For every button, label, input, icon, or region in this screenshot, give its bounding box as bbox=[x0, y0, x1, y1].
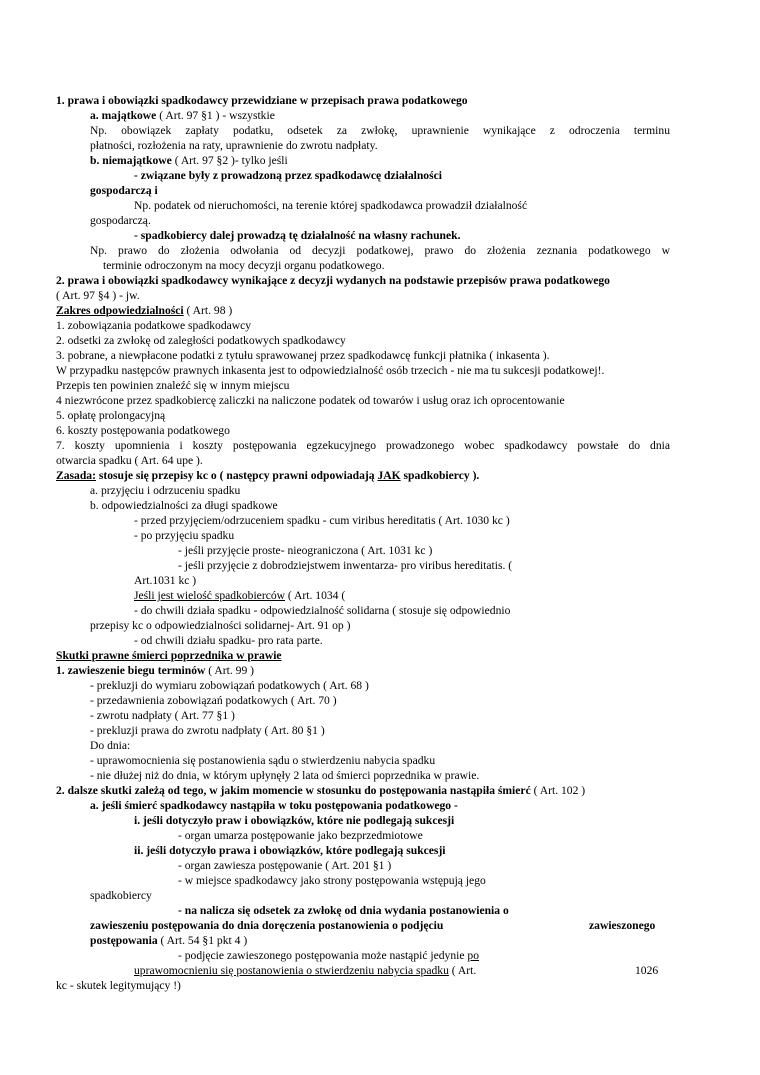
text-line: Przepis ten powinien znaleźć się w innym miejscu bbox=[56, 379, 290, 392]
subheading: a. jeśli śmierć spadkodawcy nastąpiła w toku postępowania podatkowego - bbox=[90, 799, 458, 812]
text: ( Art. 1034 ( bbox=[285, 589, 346, 602]
list-item: 6. koszty postępowania podatkowego bbox=[56, 424, 230, 437]
text-line: - od chwili działu spadku- pro rata parte. bbox=[134, 634, 323, 647]
list-item: - prekluzji do wymiaru zobowiązań podatkowych ( Art. 68 ) bbox=[90, 679, 369, 692]
text-line: - po przyjęciu spadku bbox=[134, 529, 235, 542]
list-item: 7. koszty upomnienia i koszty postępowania egzekucyjnego prowadzonego wobec spadkodawcy powstałe do dnia bbox=[56, 439, 670, 452]
emphasis: JAK bbox=[377, 469, 401, 482]
text-line: spadkobiercy bbox=[90, 889, 152, 902]
underlined-text: po bbox=[467, 949, 480, 962]
line bbox=[134, 588, 345, 603]
line bbox=[56, 783, 585, 798]
text-line: W przypadku następców prawnych inkasenta jest to odpowiedzialność osób trzecich - nie ma tu sukcesji podatkowej!. bbox=[56, 364, 605, 377]
example-line: Np. podatek od nieruchomości, na terenie której spadkodawca prowadził działalność bbox=[134, 199, 528, 212]
text-line: otwarcia spadku ( Art. 64 upe ). bbox=[56, 454, 203, 467]
text-line: - jeśli przyjęcie z dobrodziejstwem inwentarza- pro viribus hereditatis. ( bbox=[178, 559, 513, 572]
text-line: Do dnia: bbox=[90, 739, 131, 752]
text-line: - organ umarza postępowanie jako bezprzedmiotowe bbox=[178, 829, 423, 842]
subheading: ii. jeśli dotyczyło prawa i obowiązków, które podlegają sukcesji bbox=[134, 844, 446, 857]
line bbox=[56, 663, 254, 678]
list-item: 3. pobrane, a niewpłacone podatki z tytułu sprawowanej przez spadkodawcę funkcji płatnika ( inkasenta ). bbox=[56, 349, 550, 362]
rule-label: Zasada: bbox=[56, 469, 96, 482]
text-line: - przed przyjęciem/odrzuceniem spadku - cum viribus hereditatis ( Art. 1030 kc ) bbox=[134, 514, 510, 527]
rule-line bbox=[56, 468, 479, 483]
list-item: 4 niezwrócone przez spadkobiercę zaliczki na naliczone podatek od towarów i usług oraz ich oprocentowanie bbox=[56, 394, 565, 407]
list-item: 5. opłatę prolongacyjną bbox=[56, 409, 166, 422]
list-item: - przedawnienia zobowiązań podatkowych ( Art. 70 ) bbox=[90, 694, 337, 707]
text: spadkobiercy ). bbox=[400, 469, 480, 482]
text: ( Art. 99 ) bbox=[205, 664, 255, 677]
example-line: Np. prawo do złożenia odwołania od decyzji podatkowej, prawo do złożenia zeznania podatkowego w bbox=[90, 244, 670, 257]
line bbox=[90, 153, 288, 168]
text-line: Art.1031 kc ) bbox=[134, 574, 197, 587]
line bbox=[90, 108, 275, 123]
list-item: - prekluzji prawa do zwrotu nadpłaty ( Art. 80 §1 ) bbox=[90, 724, 325, 737]
text: ( Art. 102 ) bbox=[530, 784, 586, 797]
underlined-text: Jeśli jest wielość spadkobierców bbox=[134, 589, 286, 602]
text-line: - na nalicza się odsetek za zwłokę od dnia wydania postanowienia o bbox=[178, 904, 509, 917]
text-line: przepisy kc o odpowiedzialności solidarnej- Art. 91 op ) bbox=[90, 619, 351, 632]
emphasis: postępowania bbox=[90, 934, 158, 947]
list-item: 2. odsetki za zwłokę od zaległości podatkowych spadkodawcy bbox=[56, 334, 346, 347]
text: ( Art. bbox=[448, 964, 477, 977]
text-line: - do chwili działa spadku - odpowiedzialność solidarna ( stosuje się odpowiednio bbox=[134, 604, 511, 617]
paragraph-line: płatności, rozłożenia na raty, uprawnienie do zwrotu nadpłaty. bbox=[90, 139, 378, 152]
list-item: - zwrotu nadpłaty ( Art. 77 §1 ) bbox=[90, 709, 235, 722]
text-line: kc - skutek legitymujący !) bbox=[56, 979, 181, 992]
line bbox=[56, 303, 232, 318]
text-line: zawieszeniu postępowania do dnia doręczenia postanowienia o podjęciu bbox=[90, 919, 444, 932]
section-title: Zakres odpowiedzialności bbox=[56, 304, 184, 317]
subheading: a. majątkowe bbox=[90, 109, 157, 122]
text: ( Art. 97 §1 ) - wszystkie bbox=[156, 109, 275, 122]
heading-2: 2. prawa i obowiązki spadkodawcy wynikające z decyzji wydanych na podstawie przepisów prawa podatkowego bbox=[56, 274, 610, 287]
text: ( Art. 98 ) bbox=[183, 304, 233, 317]
subheading: 2. dalsze skutki zależą od tego, w jakim momencie w stosunku do postępowania nastąpiła śmierć bbox=[56, 784, 531, 797]
condition-line: - spadkobiercy dalej prowadzą tę działalność na własny rachunek. bbox=[134, 229, 461, 242]
subheading: 1. zawieszenie biegu terminów bbox=[56, 664, 206, 677]
example-line: gospodarczą. bbox=[90, 214, 151, 227]
subheading: b. niemajątkowe bbox=[90, 154, 172, 167]
text-line: - jeśli przyjęcie proste- nieograniczona ( Art. 1031 kc ) bbox=[178, 544, 433, 557]
subheading: i. jeśli dotyczyło praw i obowiązków, które nie podlegają sukcesji bbox=[134, 814, 455, 827]
line bbox=[90, 933, 247, 948]
text: ( Art. 97 §2 )- tylko jeśli bbox=[171, 154, 288, 167]
underlined-text: uprawomocnieniu się postanowienia o stwierdzeniu nabycia spadku bbox=[134, 964, 449, 977]
list-item: - nie dłużej niż do dnia, w którym upłynęły 2 lata od śmierci poprzednika w prawie. bbox=[90, 769, 480, 782]
list-item: - uprawomocnienia się postanowienia sądu o stwierdzeniu nabycia spadku bbox=[90, 754, 436, 767]
text-line: ( Art. 97 §4 ) - jw. bbox=[56, 289, 140, 302]
text-line: - w miejsce spadkodawcy jako strony postępowania wstępują jego bbox=[178, 874, 486, 887]
text-line: - organ zawiesza postępowanie ( Art. 201 §1 ) bbox=[178, 859, 392, 872]
list-item: 1. zobowiązania podatkowe spadkodawcy bbox=[56, 319, 252, 332]
text: - podjęcie zawieszonego postępowania może nastąpić jedynie bbox=[178, 949, 468, 962]
line bbox=[178, 948, 479, 963]
text: stosuje się przepisy kc o ( następcy prawni odpowiadają bbox=[95, 469, 378, 482]
paragraph-line: Np. obowiązek zapłaty podatku, odsetek za zwłokę, uprawnienie wynikające z odroczenia terminu bbox=[90, 124, 670, 137]
text-line: 1026 bbox=[635, 964, 659, 977]
text-line: zawieszonego bbox=[589, 919, 656, 932]
example-line: terminie odroczonym na mocy decyzji organu podatkowego. bbox=[103, 259, 385, 272]
condition-line: - związane były z prowadzoną przez spadkodawcę działalności bbox=[134, 169, 442, 182]
section-title: Skutki prawne śmierci poprzednika w prawie bbox=[56, 649, 282, 662]
list-item: b. odpowiedzialności za długi spadkowe bbox=[90, 499, 278, 512]
list-item: a. przyjęciu i odrzuceniu spadku bbox=[90, 484, 241, 497]
line bbox=[134, 963, 476, 978]
condition-line: gospodarczą i bbox=[90, 184, 158, 197]
heading-1: 1. prawa i obowiązki spadkodawcy przewidziane w przepisach prawa podatkowego bbox=[56, 94, 468, 107]
text: ( Art. 54 §1 pkt 4 ) bbox=[157, 934, 248, 947]
